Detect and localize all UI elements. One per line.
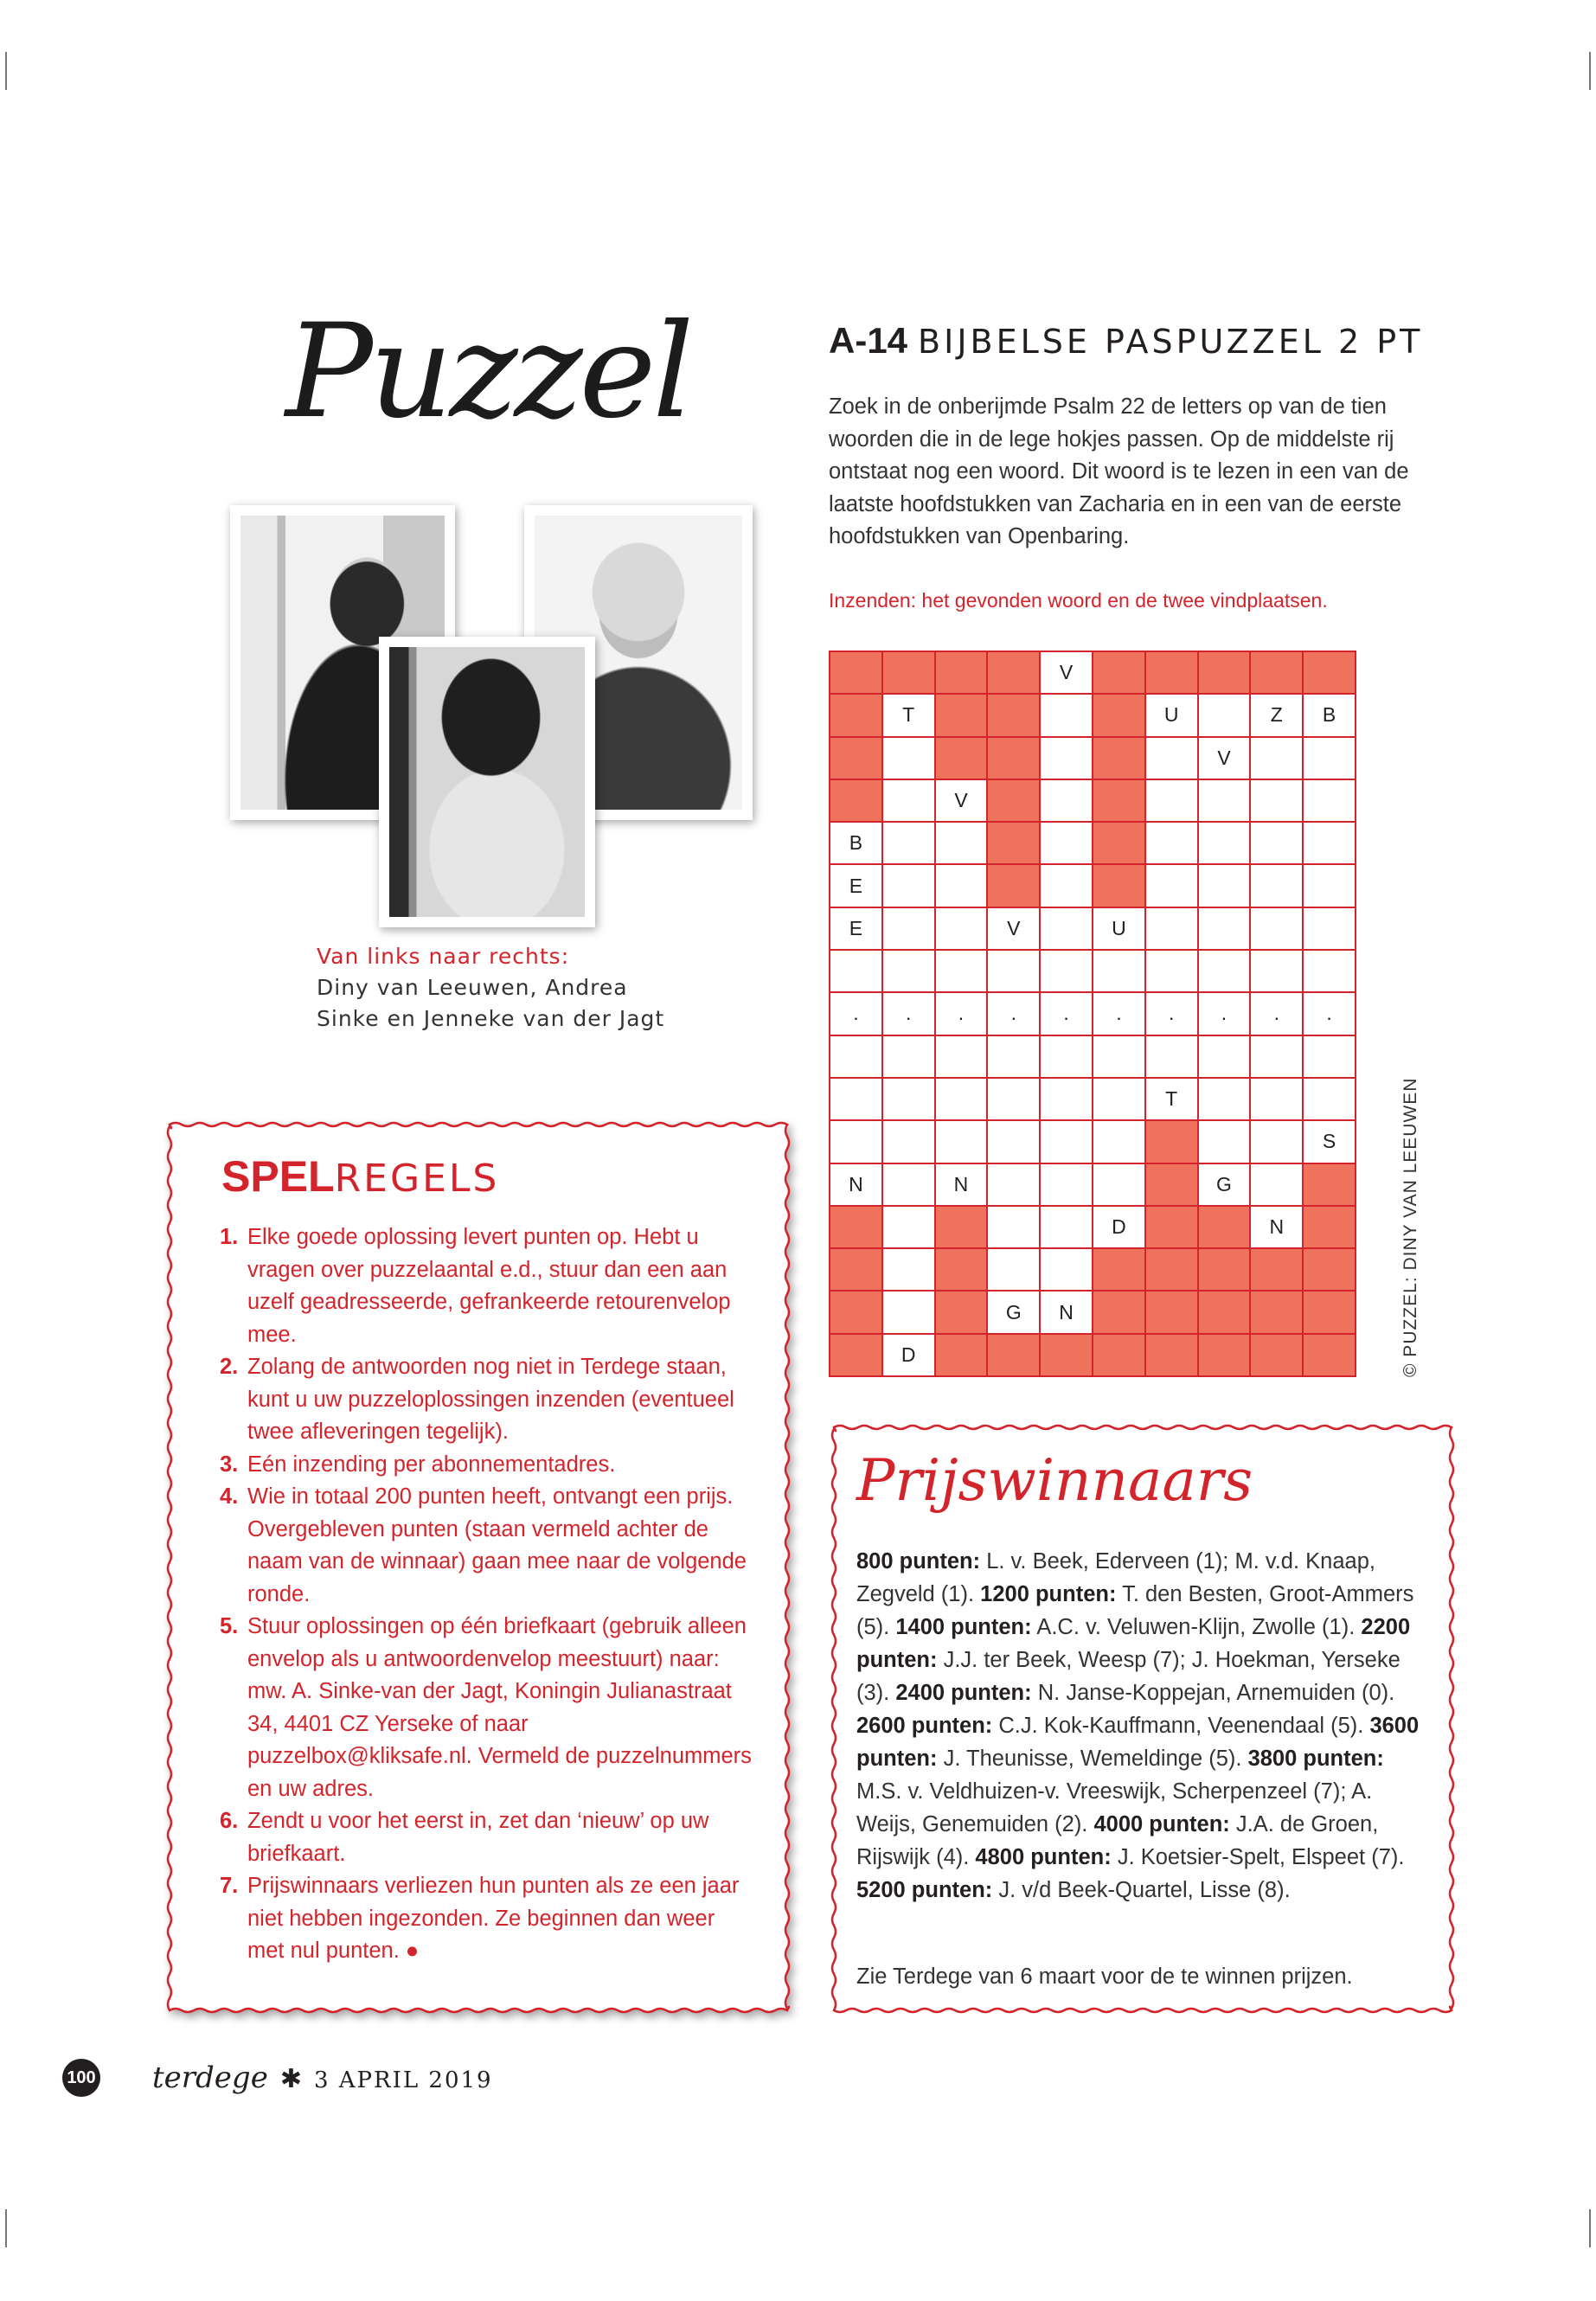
- grid-cell: [1199, 695, 1252, 737]
- grid-cell: [883, 951, 936, 993]
- grid-cell: V: [936, 780, 989, 823]
- grid-cell: [988, 1036, 1041, 1079]
- puzzle-heading: [829, 315, 1423, 375]
- grid-cell: .: [936, 993, 989, 1035]
- rule-number: 7.: [220, 1874, 239, 1898]
- winner-points: 4000 punten:: [1093, 1812, 1230, 1836]
- grid-cell: [1199, 1335, 1252, 1377]
- grid-cell: [1251, 780, 1304, 823]
- winner-points: 2600 punten:: [856, 1714, 993, 1738]
- winner-points: 3800 punten:: [1247, 1747, 1384, 1771]
- grid-cell: B: [830, 823, 883, 865]
- photo-caption: [317, 941, 697, 1035]
- grid-cell: [1146, 1207, 1199, 1249]
- grid-cell: [1041, 1335, 1093, 1377]
- grid-cell: [1146, 1249, 1199, 1292]
- grid-cell: U: [1146, 695, 1199, 737]
- footer: [152, 2057, 493, 2105]
- grid-cell: [936, 1207, 989, 1249]
- grid-cell: [1093, 780, 1146, 823]
- puzzle-code: A-14: [829, 320, 908, 361]
- grid-cell: [1199, 1079, 1252, 1121]
- grid-cell: G: [988, 1292, 1041, 1334]
- rule-number: 3.: [220, 1452, 239, 1477]
- grid-cell: [883, 823, 936, 865]
- grid-cell: [1304, 908, 1356, 951]
- grid-cell: [988, 780, 1041, 823]
- grid-cell: .: [1146, 993, 1199, 1035]
- grid-cell: [830, 1036, 883, 1079]
- grid-cell: [1251, 1121, 1304, 1163]
- grid-cell: [1146, 1335, 1199, 1377]
- grid-cell: [883, 738, 936, 780]
- grid-cell: D: [883, 1335, 936, 1377]
- grid-cell: [1304, 823, 1356, 865]
- rule-number: 1.: [220, 1225, 239, 1249]
- winner-names: L. v. Beek, Ederveen (1); M. v.d. Knaap, Zegveld (1).: [856, 1549, 1375, 1606]
- grid-cell: [1093, 1164, 1146, 1207]
- grid-cell: [936, 823, 989, 865]
- grid-cell: [830, 1335, 883, 1377]
- grid-cell: .: [830, 993, 883, 1035]
- rule-text: Elke goede oplossing levert punten op. Hebt u vragen over puzzelaantal e.d., stuur dan een aan uzelf geadresseerde, gefrankeerde retourenvelop mee.: [247, 1225, 731, 1347]
- grid-cell: [1304, 1292, 1356, 1334]
- grid-cell: .: [1304, 993, 1356, 1035]
- rule-text: Wie in totaal 200 punten heeft, ontvangt een prijs. Overgebleven punten (staan vermeld achter de naam van de winnaar) gaan mee naar de volgende ronde.: [247, 1484, 747, 1606]
- grid-cell: [883, 1164, 936, 1207]
- grid-cell: [1146, 823, 1199, 865]
- grid-cell: [830, 1079, 883, 1121]
- grid-cell: [883, 780, 936, 823]
- grid-cell: E: [830, 865, 883, 907]
- grid-cell: [1041, 780, 1093, 823]
- winner-names: J. Theunisse, Wemeldinge (5).: [943, 1747, 1242, 1771]
- crop-mark-top-right: [1589, 52, 1591, 90]
- grid-cell: [1199, 1036, 1252, 1079]
- grid-cell: [1251, 865, 1304, 907]
- grid-cell: N: [1041, 1292, 1093, 1334]
- winner-points: 5200 punten:: [856, 1878, 993, 1902]
- grid-cell: [1251, 1164, 1304, 1207]
- grid-cell: [1199, 652, 1252, 695]
- grid-cell: Z: [1251, 695, 1304, 737]
- rules-title-bold: SPEL: [221, 1152, 335, 1201]
- caption-names: Diny van Leeuwen, Andrea Sinke en Jenneke van der Jagt: [317, 975, 665, 1031]
- grid-cell: [1146, 738, 1199, 780]
- grid-cell: [988, 823, 1041, 865]
- grid-cell: [936, 1036, 989, 1079]
- rule-text: Stuur oplossingen op één briefkaart (gebruik alleen envelop als u antwoordenvelop meestuurt) naar: mw. A. Sinke-van der Jagt, Koningin Julianastraat 34, 4401 CZ Yerseke of naar puzzelbox@kliksafe.nl. Vermeld de puzzelnummers en uw adres.: [247, 1614, 752, 1801]
- puzzle-grid: [829, 651, 1356, 1377]
- grid-cell: [1199, 780, 1252, 823]
- grid-cell: [830, 1121, 883, 1163]
- grid-cell: [988, 1249, 1041, 1292]
- winner-names: T. den Besten, Groot-Ammers (5).: [856, 1582, 1414, 1639]
- grid-cell: [1041, 1164, 1093, 1207]
- grid-cell: [936, 865, 989, 907]
- rule-item: [220, 1221, 756, 1351]
- grid-cell: .: [1093, 993, 1146, 1035]
- winner-names: M.S. v. Veldhuizen-v. Vreeswijk, Scherpenzeel (7); A. Weijs, Genemuiden (2).: [856, 1779, 1373, 1836]
- grid-cell: [1199, 1249, 1252, 1292]
- winner-points: 2200 punten:: [856, 1615, 1411, 1672]
- grid-cell: [936, 738, 989, 780]
- puzzle-credit: [1398, 1066, 1424, 1377]
- grid-cell: B: [1304, 695, 1356, 737]
- grid-cell: [1146, 865, 1199, 907]
- grid-cell: [1304, 1079, 1356, 1121]
- grid-cell: [936, 652, 989, 695]
- grid-cell: [883, 1249, 936, 1292]
- grid-cell: [1146, 1164, 1199, 1207]
- grid-cell: [1146, 908, 1199, 951]
- crop-mark-bottom-right: [1589, 2209, 1591, 2247]
- grid-cell: [1251, 1036, 1304, 1079]
- grid-cell: [1304, 951, 1356, 993]
- grid-cell: [1251, 1079, 1304, 1121]
- grid-cell: E: [830, 908, 883, 951]
- page-number: 100: [62, 2059, 100, 2097]
- rules-title: [221, 1150, 499, 1205]
- winners-title: Prijswinnaars: [856, 1447, 1253, 1514]
- rules-title-thin: REGELS: [334, 1157, 500, 1201]
- grid-cell: [988, 1335, 1041, 1377]
- photo-andrea-sinke: [379, 637, 595, 927]
- winner-points: 3600 punten:: [856, 1714, 1420, 1771]
- grid-cell: [1093, 865, 1146, 907]
- rule-number: 4.: [220, 1484, 239, 1509]
- grid-cell: [1304, 1335, 1356, 1377]
- grid-cell: T: [883, 695, 936, 737]
- grid-cell: [883, 1121, 936, 1163]
- grid-cell: [1146, 652, 1199, 695]
- grid-cell: [1041, 1121, 1093, 1163]
- issue-date: 3 APRIL 2019: [313, 2067, 493, 2093]
- grid-cell: [1199, 823, 1252, 865]
- grid-cell: [830, 951, 883, 993]
- grid-cell: [1304, 865, 1356, 907]
- grid-cell: [1041, 908, 1093, 951]
- grid-cell: [1199, 1121, 1252, 1163]
- grid-cell: [1251, 1335, 1304, 1377]
- winner-names: N. Janse-Koppejan, Arnemuiden (0).: [1037, 1681, 1395, 1705]
- grid-cell: V: [1199, 738, 1252, 780]
- grid-cell: [1041, 951, 1093, 993]
- grid-cell: [1041, 1079, 1093, 1121]
- grid-cell: [1146, 1292, 1199, 1334]
- rule-number: 5.: [220, 1614, 239, 1638]
- grid-cell: [830, 738, 883, 780]
- grid-cell: [1093, 1036, 1146, 1079]
- grid-cell: .: [988, 993, 1041, 1035]
- grid-cell: [1251, 738, 1304, 780]
- grid-cell: [883, 1079, 936, 1121]
- grid-cell: [936, 908, 989, 951]
- rules-list: [220, 1221, 756, 1968]
- grid-cell: N: [830, 1164, 883, 1207]
- grid-cell: [1093, 823, 1146, 865]
- rule-item: [220, 1870, 756, 1968]
- grid-cell: [1199, 865, 1252, 907]
- grid-cell: [1093, 1292, 1146, 1334]
- grid-cell: [1304, 1164, 1356, 1207]
- grid-cell: [1304, 738, 1356, 780]
- grid-cell: S: [1304, 1121, 1356, 1163]
- rule-text: Eén inzending per abonnementadres.: [247, 1452, 616, 1477]
- grid-cell: [883, 908, 936, 951]
- grid-cell: [1041, 823, 1093, 865]
- grid-cell: [988, 1164, 1041, 1207]
- grid-cell: [1199, 951, 1252, 993]
- grid-cell: [883, 652, 936, 695]
- grid-cell: V: [1041, 652, 1093, 695]
- grid-cell: [936, 1292, 989, 1334]
- grid-cell: [883, 1292, 936, 1334]
- grid-cell: [936, 1121, 989, 1163]
- grid-cell: [988, 1207, 1041, 1249]
- grid-cell: [1199, 908, 1252, 951]
- grid-cell: [1251, 908, 1304, 951]
- grid-cell: [1199, 1207, 1252, 1249]
- grid-cell: [988, 951, 1041, 993]
- grid-cell: [1199, 1292, 1252, 1334]
- grid-cell: [1146, 1121, 1199, 1163]
- grid-cell: [936, 1335, 989, 1377]
- puzzle-credit-text: © PUZZEL: DINY VAN LEEUWEN: [1401, 1077, 1420, 1377]
- footer-separator: ✱: [279, 2065, 302, 2093]
- grid-cell: [988, 738, 1041, 780]
- grid-cell: [1304, 1207, 1356, 1249]
- page-title: Puzzel: [285, 297, 691, 447]
- grid-cell: [1146, 951, 1199, 993]
- rule-text: Zolang de antwoorden nog niet in Terdege staan, kunt u uw puzzeloplossingen inzenden (eventueel twee afleveringen tegelijk).: [247, 1355, 734, 1444]
- grid-cell: [988, 695, 1041, 737]
- grid-cell: [1041, 738, 1093, 780]
- grid-cell: [1251, 652, 1304, 695]
- winner-names: J. Koetsier-Spelt, Elspeet (7).: [1117, 1845, 1405, 1869]
- grid-cell: [1093, 695, 1146, 737]
- winner-points: 1400 punten:: [895, 1615, 1032, 1639]
- grid-cell: [1304, 1036, 1356, 1079]
- puzzle-instructions: Zoek in de onberijmde Psalm 22 de letters op van de tien woorden die in de lege hokjes passen. Op de middelste rij ontstaat nog een woord. Dit woord is te lezen in een van de laatste hoofdstukken van Zacharia en in een van de eerste hoofdstukken van Openbaring.: [829, 394, 1409, 548]
- grid-cell: [936, 695, 989, 737]
- grid-cell: [936, 951, 989, 993]
- grid-cell: [1093, 652, 1146, 695]
- magazine-name: terdege: [152, 2061, 268, 2095]
- grid-cell: N: [936, 1164, 989, 1207]
- grid-cell: [830, 1249, 883, 1292]
- grid-cell: [1146, 1036, 1199, 1079]
- winner-names: C.J. Kok-Kauffmann, Veenendaal (5).: [998, 1714, 1364, 1738]
- rule-text: Prijswinnaars verliezen hun punten als ze een jaar niet hebben ingezonden. Ze beginnen dan weer met nul punten. ●: [247, 1874, 740, 1963]
- grid-cell: [936, 1249, 989, 1292]
- grid-cell: [936, 1079, 989, 1121]
- grid-cell: [1093, 951, 1146, 993]
- caption-lead: Van links naar rechts:: [317, 944, 570, 969]
- grid-cell: [988, 1079, 1041, 1121]
- grid-cell: D: [1093, 1207, 1146, 1249]
- grid-cell: [830, 695, 883, 737]
- puzzle-name: BIJBELSE PASPUZZEL 2 PT: [918, 323, 1424, 361]
- grid-cell: [1041, 695, 1093, 737]
- winner-points: 4800 punten:: [975, 1845, 1112, 1869]
- grid-cell: [883, 865, 936, 907]
- grid-cell: U: [1093, 908, 1146, 951]
- winners-note: Zie Terdege van 6 maart voor de te winnen prijzen.: [856, 1965, 1353, 1989]
- grid-cell: .: [883, 993, 936, 1035]
- grid-cell: [1093, 738, 1146, 780]
- grid-cell: [988, 652, 1041, 695]
- rule-item: [220, 1611, 756, 1805]
- crop-mark-top-left: [5, 52, 7, 90]
- grid-cell: .: [1041, 993, 1093, 1035]
- grid-cell: .: [1251, 993, 1304, 1035]
- grid-cell: [830, 780, 883, 823]
- rule-number: 2.: [220, 1355, 239, 1379]
- grid-cell: [1304, 780, 1356, 823]
- grid-cell: [1041, 1207, 1093, 1249]
- winner-names: J. v/d Beek-Quartel, Lisse (8).: [998, 1878, 1291, 1902]
- rule-item: [220, 1449, 756, 1482]
- grid-cell: [988, 1121, 1041, 1163]
- grid-cell: [830, 1207, 883, 1249]
- grid-cell: N: [1251, 1207, 1304, 1249]
- grid-cell: [830, 1292, 883, 1334]
- grid-cell: [1041, 1036, 1093, 1079]
- grid-cell: [1093, 1335, 1146, 1377]
- puzzle-submit-note: Inzenden: het gevonden woord en de twee vindplaatsen.: [829, 589, 1328, 612]
- winner-points: 800 punten:: [856, 1549, 981, 1574]
- winner-points: 1200 punten:: [980, 1582, 1117, 1606]
- grid-cell: [1093, 1249, 1146, 1292]
- grid-cell: T: [1146, 1079, 1199, 1121]
- grid-cell: .: [1199, 993, 1252, 1035]
- grid-cell: [830, 652, 883, 695]
- crop-mark-bottom-left: [5, 2209, 7, 2247]
- rule-item: [220, 1351, 756, 1449]
- rule-item: [220, 1481, 756, 1611]
- rule-item: [220, 1805, 756, 1870]
- winner-points: 2400 punten:: [895, 1681, 1032, 1705]
- winner-names: A.C. v. Veluwen-Klijn, Zwolle (1).: [1036, 1615, 1356, 1639]
- grid-cell: [883, 1036, 936, 1079]
- grid-cell: [1146, 780, 1199, 823]
- grid-cell: [1093, 1079, 1146, 1121]
- grid-cell: [988, 865, 1041, 907]
- rule-number: 6.: [220, 1809, 239, 1833]
- grid-cell: G: [1199, 1164, 1252, 1207]
- winner-names: J.A. de Groen, Rijswijk (4).: [856, 1812, 1379, 1869]
- winner-names: J.J. ter Beek, Weesp (7); J. Hoekman, Yerseke (3).: [856, 1648, 1401, 1705]
- grid-cell: [1041, 865, 1093, 907]
- grid-cell: [1041, 1249, 1093, 1292]
- grid-cell: [1093, 1121, 1146, 1163]
- grid-cell: V: [988, 908, 1041, 951]
- grid-cell: [1251, 1249, 1304, 1292]
- grid-cell: [1251, 823, 1304, 865]
- grid-cell: [1251, 951, 1304, 993]
- grid-cell: [883, 1207, 936, 1249]
- grid-cell: [1251, 1292, 1304, 1334]
- rule-text: Zendt u voor het eerst in, zet dan ‘nieuw’ op uw briefkaart.: [247, 1809, 709, 1866]
- grid-cell: [1304, 1249, 1356, 1292]
- winners-list: [856, 1545, 1427, 1907]
- grid-cell: [1304, 652, 1356, 695]
